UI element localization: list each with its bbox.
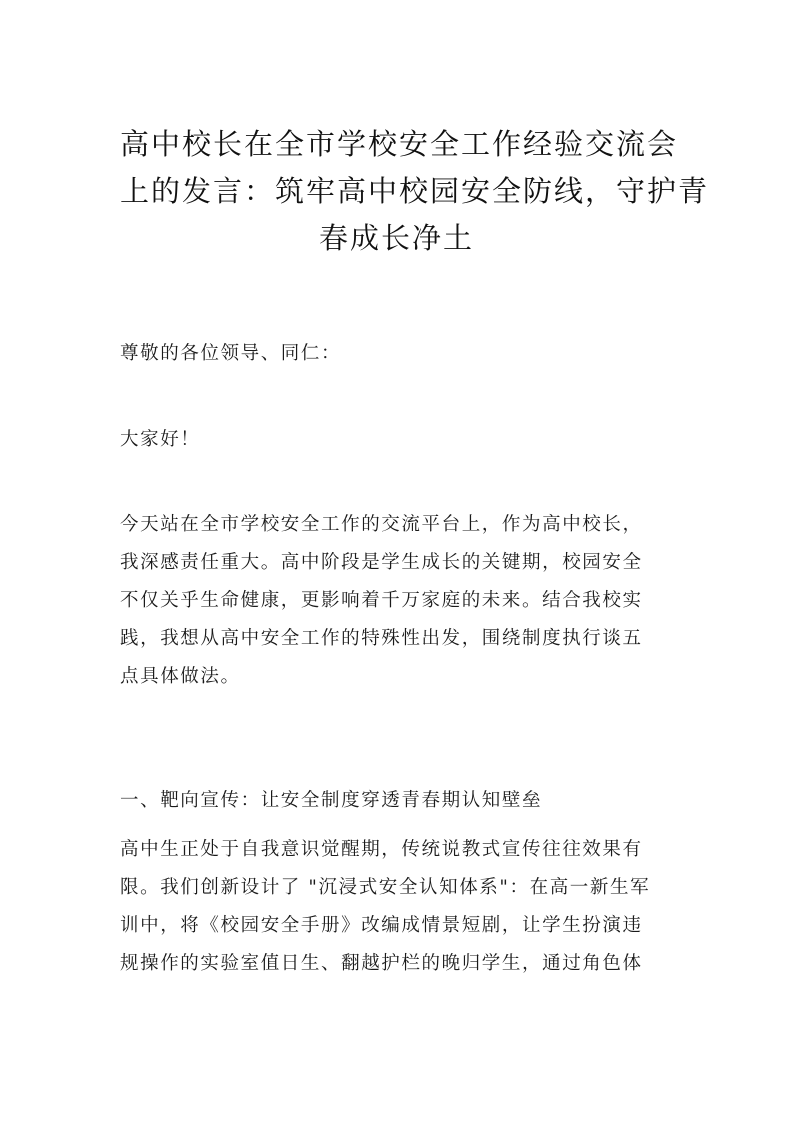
section-heading-text: 一、靶向宣传：让安全制度穿透青春期认知壁垒 <box>120 790 543 811</box>
title-line: 春成长净土 <box>318 221 474 255</box>
intro-paragraph <box>120 506 676 696</box>
intro-line: 今天站在全市学校安全工作的交流平台上，作为高中校长， <box>120 514 643 535</box>
document-title <box>120 121 710 262</box>
section-heading <box>120 782 676 820</box>
body-line: 训中，将《校园安全手册》改编成情景短剧，让学生扮演违 <box>120 915 643 936</box>
body-line: 限。我们创新设计了 "沉浸式安全认知体系"：在高一新生军 <box>120 877 651 898</box>
hello-paragraph <box>120 421 676 459</box>
hello-text: 大家好！ <box>120 429 201 450</box>
greeting-paragraph <box>120 335 676 373</box>
title-line: 上的发言：筑牢高中校园安全防线，守护青 <box>120 174 710 208</box>
greeting-text: 尊敬的各位领导、同仁： <box>120 343 342 364</box>
body-line: 高中生正处于自我意识觉醒期，传统说教式宣传往往效果有 <box>120 839 643 860</box>
intro-line: 践，我想从高中安全工作的特殊性出发，围绕制度执行谈五 <box>120 628 643 649</box>
body-line: 规操作的实验室值日生、翻越护栏的晚归学生，通过角色体 <box>120 953 643 974</box>
intro-line: 我深感责任重大。高中阶段是学生成长的关键期，校园安全 <box>120 552 643 573</box>
intro-line: 点具体做法。 <box>120 666 241 687</box>
intro-line: 不仅关乎生命健康，更影响着千万家庭的未来。结合我校实 <box>120 590 643 611</box>
section-body-paragraph <box>120 831 676 983</box>
title-line: 高中校长在全市学校安全工作经验交流会 <box>120 127 679 161</box>
